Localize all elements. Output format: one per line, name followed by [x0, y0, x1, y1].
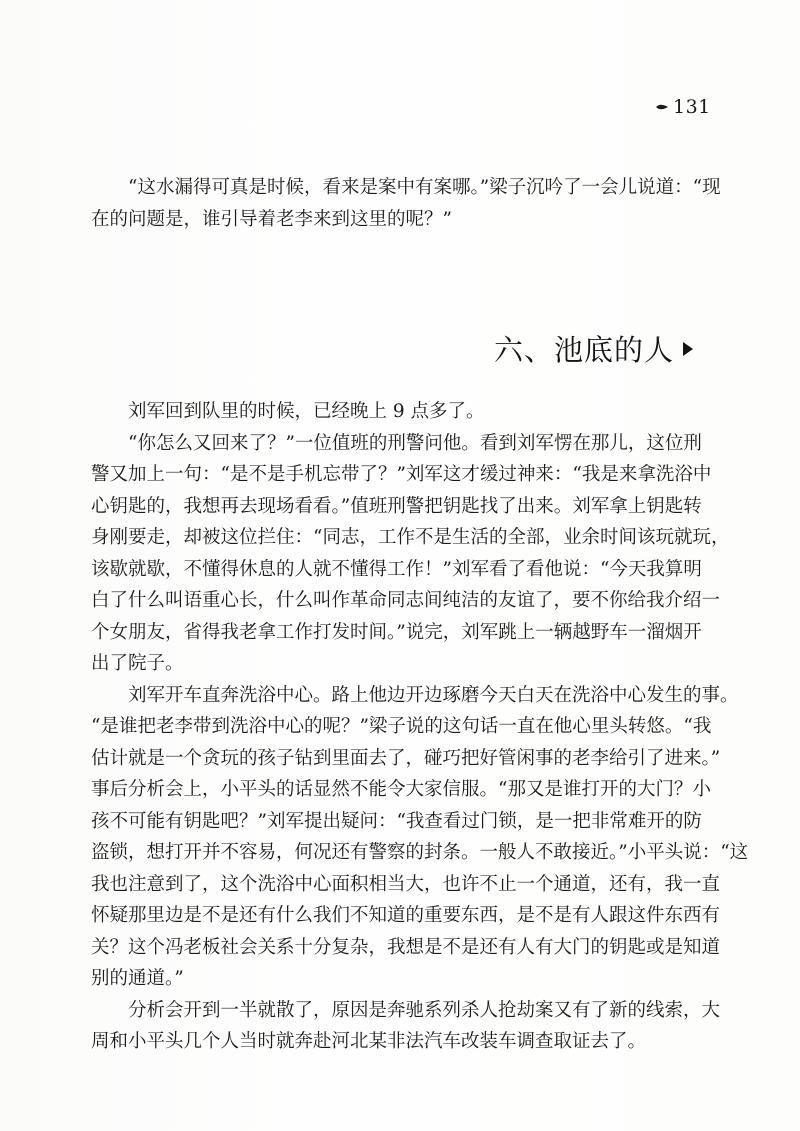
- text-line: 在的问题是，谁引导着老李来到这里的呢？”: [91, 208, 452, 230]
- triangle-right-icon: [682, 341, 694, 357]
- section-heading: [494, 328, 694, 369]
- text-line: 我也注意到了，这个洗浴中心面积相当大，也许不止一个通道，还有，我一直: [91, 873, 721, 895]
- text-line: 估计就是一个贪玩的孩子钻到里面去了，碰巧把好管闲事的老李给引了进来。”: [91, 747, 721, 769]
- text-line: 出了院子。: [91, 653, 184, 674]
- text-line: 心钥匙的，我想再去现场看看。”值班刑警把钥匙找了出来。刘军拿上钥匙转: [91, 495, 702, 517]
- text-line: 个女朋友，省得我老拿工作打发时间。”说完，刘军跳上一辆越野车一溜烟开: [91, 621, 702, 643]
- text-line: 刘军开车直奔洗浴中心。路上他边开边琢磨今天白天在洗浴中心发生的事。: [128, 684, 739, 706]
- text-line: 该歇就歇，不懂得休息的人就不懂得工作！”刘军看了看他说：“今天我算明: [91, 558, 702, 580]
- text-line: 分析会开到一半就散了，原因是奔驰系列杀人抢劫案又有了新的线索，大: [128, 999, 721, 1021]
- opening-paragraph: [91, 172, 721, 235]
- page-header: [655, 96, 711, 118]
- text-line: 关？这个冯老板社会关系十分复杂，我想是不是还有人有大门的钥匙或是知道: [91, 936, 721, 958]
- page-number: 131: [673, 96, 711, 118]
- body-text: [91, 396, 749, 1058]
- text-line: 别的通道。”: [91, 968, 184, 989]
- text-line: 事后分析会上，小平头的话显然不能令大家信服。“那又是谁打开的大门？小: [91, 779, 711, 800]
- text-line: 身刚要走，却被这位拦住：“同志，工作不是生活的全部，业余时间该玩就玩，: [91, 527, 730, 548]
- text-line: 警又加上一句：“是不是手机忘带了？”刘军这才缓过神来：“我是来拿洗浴中: [91, 464, 712, 485]
- text-line: “是谁把老李带到洗浴中心的呢？”梁子说的这句话一直在他心里头转悠。“我: [91, 716, 712, 737]
- text-line: 刘军回到队里的时候，已经晚上 9 点多了。: [128, 401, 485, 422]
- text-line: “你怎么又回来了？”一位值班的刑警问他。看到刘军愣在那儿，这位刑: [128, 432, 702, 454]
- text-line: 白了什么叫语重心长，什么叫作革命同志间纯洁的友谊了，要不你给我介绍一: [91, 590, 721, 611]
- text-line: 周和小平头几个人当时就奔赴河北某非法汽车改装车调查取证去了。: [91, 1031, 647, 1052]
- section-title: 六、池底的人: [493, 333, 674, 367]
- pen-nib-icon: [655, 100, 669, 114]
- text-line: “这水漏得可真是时候，看来是案中有案哪。”梁子沉吟了一会儿说道：“现: [128, 177, 721, 198]
- text-line: 孩不可能有钥匙吧？”刘军提出疑问：“我查看过门锁，是一把非常难开的防: [91, 810, 702, 832]
- text-line: 怀疑那里边是不是还有什么我们不知道的重要东西，是不是有人跟这件东西有: [91, 905, 721, 926]
- text-line: 盗锁，想打开并不容易，何况还有警察的封条。一般人不敢接近。”小平头说：“这: [91, 842, 749, 863]
